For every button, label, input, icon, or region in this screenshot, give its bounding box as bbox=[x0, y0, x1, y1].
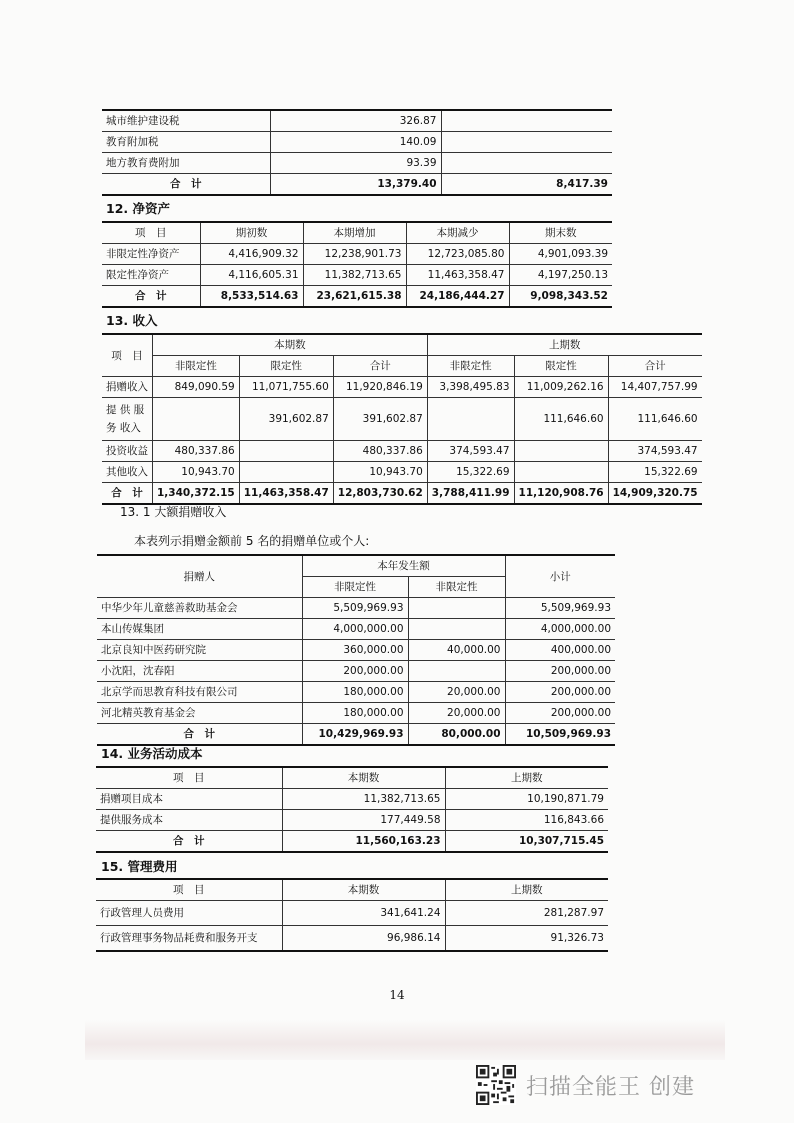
cell-value: 374,593.47 bbox=[608, 441, 702, 462]
total-value: 10,307,715.45 bbox=[445, 831, 608, 853]
col-header: 非限定性 bbox=[153, 356, 240, 377]
cell-value: 4,901,093.39 bbox=[509, 244, 612, 265]
cell-value: 11,382,713.65 bbox=[303, 265, 406, 286]
header-row bbox=[102, 334, 702, 356]
table-row bbox=[97, 619, 615, 640]
table-row bbox=[102, 110, 612, 132]
section-15-heading: 15. 管理费用 bbox=[101, 859, 178, 874]
col-header: 限定性 bbox=[239, 356, 333, 377]
total-label: 合 计 bbox=[97, 724, 302, 746]
row-label: 捐赠项目成本 bbox=[96, 789, 282, 810]
total-value: 10,429,969.93 bbox=[302, 724, 408, 746]
total-value: 14,909,320.75 bbox=[608, 483, 702, 505]
cell-value: 374,593.47 bbox=[427, 441, 514, 462]
row-label: 城市维护建设税 bbox=[102, 110, 270, 132]
cell-value: 96,986.14 bbox=[282, 926, 445, 952]
row-label: 提 供 服 务 收入 bbox=[102, 398, 153, 441]
net-assets-table bbox=[102, 221, 612, 308]
cell-value: 111,646.60 bbox=[608, 398, 702, 441]
cell-value: 200,000.00 bbox=[505, 703, 615, 724]
cell-value: 4,000,000.00 bbox=[302, 619, 408, 640]
prior-value bbox=[441, 132, 612, 153]
cell-value: 14,407,757.99 bbox=[608, 377, 702, 398]
donor-name: 中华少年儿童慈善救助基金会 bbox=[97, 598, 302, 619]
total-value: 11,560,163.23 bbox=[282, 831, 445, 853]
table-row bbox=[97, 682, 615, 703]
total-row bbox=[102, 483, 702, 505]
col-header: 本期减少 bbox=[406, 222, 509, 244]
table-row bbox=[102, 132, 612, 153]
cell-value: 11,382,713.65 bbox=[282, 789, 445, 810]
cell-value: 391,602.87 bbox=[333, 398, 427, 441]
col-header: 限定性 bbox=[514, 356, 608, 377]
total-label: 合 计 bbox=[102, 286, 200, 308]
row-label: 教育附加税 bbox=[102, 132, 270, 153]
qr-code-icon bbox=[476, 1065, 516, 1105]
col-header: 项 目 bbox=[96, 879, 282, 901]
section-14-heading: 14. 业务活动成本 bbox=[101, 746, 203, 761]
table-row bbox=[97, 703, 615, 724]
cell-value: 200,000.00 bbox=[505, 661, 615, 682]
prior-value bbox=[441, 110, 612, 132]
total-value: 3,788,411.99 bbox=[427, 483, 514, 505]
total-row bbox=[97, 724, 615, 746]
cell-value: 4,197,250.13 bbox=[509, 265, 612, 286]
row-label: 捐赠收入 bbox=[102, 377, 153, 398]
cell-value: 4,116,605.31 bbox=[200, 265, 303, 286]
header-row bbox=[102, 222, 612, 244]
col-header: 期初数 bbox=[200, 222, 303, 244]
total-value: 80,000.00 bbox=[408, 724, 505, 746]
business-cost-table bbox=[96, 766, 608, 853]
col-header: 本期增加 bbox=[303, 222, 406, 244]
table-row bbox=[102, 265, 612, 286]
current-value: 140.09 bbox=[270, 132, 441, 153]
cell-value: 12,238,901.73 bbox=[303, 244, 406, 265]
col-header: 非限定性 bbox=[427, 356, 514, 377]
donor-name: 本山传媒集团 bbox=[97, 619, 302, 640]
total-value: 12,803,730.62 bbox=[333, 483, 427, 505]
year-amount-header: 本年发生额 bbox=[302, 555, 505, 577]
total-row bbox=[102, 286, 612, 308]
col-header: 项 目 bbox=[102, 222, 200, 244]
total-value: 11,463,358.47 bbox=[239, 483, 333, 505]
cell-value: 12,723,085.80 bbox=[406, 244, 509, 265]
cell-value: 10,943.70 bbox=[153, 462, 240, 483]
total-row bbox=[102, 174, 612, 196]
cell-value bbox=[427, 398, 514, 441]
donor-header: 捐赠人 bbox=[97, 555, 302, 598]
current-value: 93.39 bbox=[270, 153, 441, 174]
col-header: 上期数 bbox=[445, 767, 608, 789]
table-row bbox=[102, 244, 612, 265]
table-row bbox=[96, 810, 608, 831]
cell-value: 91,326.73 bbox=[445, 926, 608, 952]
cell-value: 4,416,909.32 bbox=[200, 244, 303, 265]
col-header: 非限定性 bbox=[302, 577, 408, 598]
cell-value bbox=[514, 441, 608, 462]
row-label: 其他收入 bbox=[102, 462, 153, 483]
table-row bbox=[96, 789, 608, 810]
total-label: 合 计 bbox=[102, 483, 153, 505]
table-row bbox=[97, 598, 615, 619]
prior-value bbox=[441, 153, 612, 174]
total-label: 合 计 bbox=[102, 174, 270, 196]
header-row bbox=[97, 555, 615, 577]
cell-value: 20,000.00 bbox=[408, 682, 505, 703]
col-header: 合计 bbox=[608, 356, 702, 377]
cell-value bbox=[408, 598, 505, 619]
cell-value: 480,337.86 bbox=[153, 441, 240, 462]
cell-value bbox=[514, 462, 608, 483]
page-number: 14 bbox=[389, 988, 405, 1002]
total-value: 10,509,969.93 bbox=[505, 724, 615, 746]
table-row bbox=[96, 926, 608, 952]
item-header: 项 目 bbox=[102, 334, 153, 377]
cell-value: 11,463,358.47 bbox=[406, 265, 509, 286]
table-row bbox=[102, 153, 612, 174]
cell-value: 40,000.00 bbox=[408, 640, 505, 661]
cell-value bbox=[408, 619, 505, 640]
subtotal-header: 小计 bbox=[505, 555, 615, 598]
donor-name: 北京良知中医药研究院 bbox=[97, 640, 302, 661]
income-table bbox=[102, 333, 702, 505]
donor-name: 河北精英教育基金会 bbox=[97, 703, 302, 724]
prior-period-header: 上期数 bbox=[427, 334, 701, 356]
cell-value: 180,000.00 bbox=[302, 682, 408, 703]
row-label: 行政管理人员费用 bbox=[96, 901, 282, 926]
col-header: 非限定性 bbox=[408, 577, 505, 598]
table-row bbox=[97, 640, 615, 661]
donor-name: 北京学而思教育科技有限公司 bbox=[97, 682, 302, 703]
table-row bbox=[97, 661, 615, 682]
cell-value: 200,000.00 bbox=[302, 661, 408, 682]
table-row bbox=[102, 377, 702, 398]
section-13-heading: 13. 收入 bbox=[106, 313, 158, 328]
total-row bbox=[96, 831, 608, 853]
cell-value: 15,322.69 bbox=[427, 462, 514, 483]
row-label: 限定性净资产 bbox=[102, 265, 200, 286]
management-expense-table bbox=[96, 878, 608, 952]
total-value: 23,621,615.38 bbox=[303, 286, 406, 308]
table-row bbox=[102, 441, 702, 462]
table-row bbox=[96, 901, 608, 926]
watermark-text: 扫描全能王 创建 bbox=[526, 1074, 695, 1100]
cell-value: 5,509,969.93 bbox=[505, 598, 615, 619]
cell-value: 4,000,000.00 bbox=[505, 619, 615, 640]
total-value: 8,533,514.63 bbox=[200, 286, 303, 308]
cell-value: 111,646.60 bbox=[514, 398, 608, 441]
row-label: 行政管理事务物品耗费和服务开支 bbox=[96, 926, 282, 952]
header-row bbox=[96, 767, 608, 789]
major-donations-table bbox=[97, 554, 615, 746]
total-label: 合 计 bbox=[96, 831, 282, 853]
row-label: 非限定性净资产 bbox=[102, 244, 200, 265]
cell-value: 180,000.00 bbox=[302, 703, 408, 724]
scan-shadow bbox=[85, 1020, 725, 1060]
total-prior: 8,417.39 bbox=[441, 174, 612, 196]
col-header: 上期数 bbox=[445, 879, 608, 901]
cell-value: 391,602.87 bbox=[239, 398, 333, 441]
total-value: 1,340,372.15 bbox=[153, 483, 240, 505]
cell-value: 10,190,871.79 bbox=[445, 789, 608, 810]
donor-name: 小沈阳，沈春阳 bbox=[97, 661, 302, 682]
col-header: 合计 bbox=[333, 356, 427, 377]
tax-table bbox=[102, 109, 612, 196]
cell-value: 11,009,262.16 bbox=[514, 377, 608, 398]
cell-value bbox=[408, 661, 505, 682]
cell-value: 20,000.00 bbox=[408, 703, 505, 724]
cell-value bbox=[239, 441, 333, 462]
cell-value bbox=[239, 462, 333, 483]
cell-value: 11,071,755.60 bbox=[239, 377, 333, 398]
cell-value: 116,843.66 bbox=[445, 810, 608, 831]
table-row bbox=[102, 398, 702, 441]
total-current: 13,379.40 bbox=[270, 174, 441, 196]
cell-value: 341,641.24 bbox=[282, 901, 445, 926]
total-value: 24,186,444.27 bbox=[406, 286, 509, 308]
col-header: 本期数 bbox=[282, 879, 445, 901]
current-period-header: 本期数 bbox=[153, 334, 428, 356]
row-label: 投资收益 bbox=[102, 441, 153, 462]
cell-value: 360,000.00 bbox=[302, 640, 408, 661]
cell-value: 200,000.00 bbox=[505, 682, 615, 703]
cell-value: 5,509,969.93 bbox=[302, 598, 408, 619]
row-label: 提供服务成本 bbox=[96, 810, 282, 831]
cell-value: 11,920,846.19 bbox=[333, 377, 427, 398]
cell-value: 849,090.59 bbox=[153, 377, 240, 398]
table-row bbox=[102, 462, 702, 483]
total-value: 9,098,343.52 bbox=[509, 286, 612, 308]
cell-value: 3,398,495.83 bbox=[427, 377, 514, 398]
section-12-heading: 12. 净资产 bbox=[106, 201, 170, 216]
cell-value bbox=[153, 398, 240, 441]
row-label: 地方教育费附加 bbox=[102, 153, 270, 174]
cell-value: 480,337.86 bbox=[333, 441, 427, 462]
cell-value: 281,287.97 bbox=[445, 901, 608, 926]
section-13-1-heading: 13. 1 大额捐赠收入 bbox=[120, 505, 227, 519]
col-header: 本期数 bbox=[282, 767, 445, 789]
cell-value: 10,943.70 bbox=[333, 462, 427, 483]
total-value: 11,120,908.76 bbox=[514, 483, 608, 505]
scanner-watermark bbox=[476, 1063, 695, 1107]
section-13-1-intro: 本表列示捐赠金额前 5 名的捐赠单位或个人: bbox=[134, 534, 370, 548]
cell-value: 15,322.69 bbox=[608, 462, 702, 483]
current-value: 326.87 bbox=[270, 110, 441, 132]
cell-value: 177,449.58 bbox=[282, 810, 445, 831]
cell-value: 400,000.00 bbox=[505, 640, 615, 661]
col-header: 期末数 bbox=[509, 222, 612, 244]
subheader-row bbox=[102, 356, 702, 377]
col-header: 项 目 bbox=[96, 767, 282, 789]
header-row bbox=[96, 879, 608, 901]
